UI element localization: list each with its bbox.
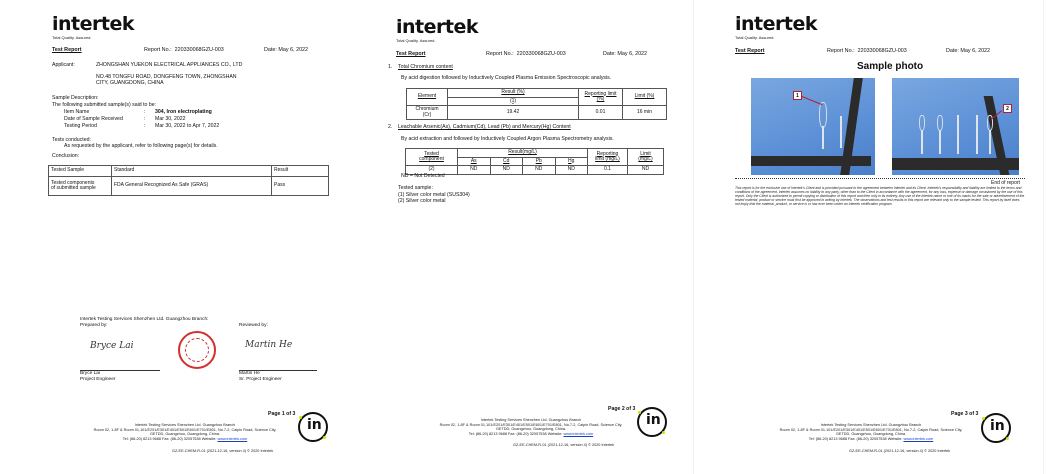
nd-note: ND = Not Detected [401,173,445,179]
col-header-hg: Hg [555,157,588,166]
photo-tag-2: 2 [1003,104,1012,113]
section-1-number: 1. [388,64,393,70]
cell-result: Pass [272,177,329,196]
preparer-title: Project Engineer [80,377,116,382]
tested-sample-2: (2) Silver color metal [398,198,446,204]
intertek-logo [52,14,134,40]
tests-conducted-text: As requested by the applicant, refer to following page(s) for details. [64,143,218,149]
sample-photo-2 [892,78,1019,175]
cell-limit: 16 min [623,106,667,120]
page-footer: Intertek Testing Services Shenzhen Ltd. Guangzhou Branch Room 02, 1-8F & Room 01,101/E201/E301/E401/E501/E601/E701/E801, No.7-2, Caipin Road, Science City, GETDD, Guangzhou, Guangdong, China. Tel: (86-20) 8213 9688 Fax: (86-20) 32057538 Website: www.intertek.com [439,418,623,436]
page-number: Page 2 of 3 [608,406,636,412]
col-header-cd: Cd [490,157,523,166]
report-page-2 [350,0,694,474]
company-seal [178,331,216,369]
col-header-tested-sample: Tested Sample [49,166,112,177]
table-row [49,177,329,196]
report-page-1: intertek Total Quality. Assured. Test Report Report No.: 220330068GZU-003 Date: May 6, 2022 Applicant: ZHONGSHAN YUEKON ELECTRICAL APPLIANCES CO., LTD NO.48 TONGFU ROAD, DONGFENG TOWN, ZHONGSHAN CITY, GUANGDONG, CHINA Sample Description: The following submitted sample(s) said to be: Item Name : 304, Iron electroplating Date of Sample Received : Mar 30, 2022 Testing Period : Mar 30, 2022 to Apr 7, 2022 Tests conducted: As requested by the applicant, refer to following page(s) for details. Conclusion: Tested Sample Standard Result Tested components of submitted sample FDA General Recognized As Safe (GRAS) Pass Intertek Testing Services Shenzhen Ltd. Guangzhou Branch: Prepared by: Reviewed by: Bryce Lai Martin He Bryce Lai Project Engineer Martin He Sr. Project Engineer Page 1 of 3 in Intertek Testing Services Shenzhen Ltd. Guangzhou Branch Room 02, 1-8F & Room 01,101/E201/E301/E401/E501/E601/E701/E801, No.7-2, Caipin Road, Science City, GETDD, Guangzhou, Guangdong, China. Tel: (86-20) 8213 9688 Fax: (86-20) 32057538 Website: www.intertek.com GZ-EE-CHEM-R-01 (2021-12-16, version 4) © 2020 Intertek [0,0,350,474]
col-header-as: As [458,157,491,166]
sample-photo-1 [751,78,875,175]
report-page-3 [694,0,1044,474]
section-2-method: By acid extraction and followed by Inductively Coupled Argon Plasma Spectrometry analysis. [401,136,614,142]
col-header-limit: Limit (mg/L) [628,149,664,166]
date-received-value: Mar 30, 2022 [155,116,186,122]
page-footer: Intertek Testing Services Shenzhen Ltd. Guangzhou Branch Room 02, 1-8F & Room 01,101/E201/E301/E401/E501/E601/E701/E801, No.7-2, Caipin Road, Science City, GETDD, Guangzhou, Guangdong, China. Tel: (86-20) 8213 9688 Fax: (86-20) 32057538 Website: www.intertek.com [93,423,277,441]
intertek-in-badge-icon: in [298,412,328,442]
form-code: GZ-EE-CHEM-R-01 (2021-12-16, version 4) © 2020 Intertek [849,449,951,453]
report-number: Report No.: 220330068GZU-003 [827,48,907,54]
tested-sample-label: Tested sample: [398,185,433,191]
preparer-name: Bryce Lai [80,371,100,376]
section-2-title: Leachable Arsenic(As), Cadmium(Cd), Lead (Pb) and Mercury(Hg) Content [398,124,571,130]
test-report-title: Test Report [735,48,765,54]
end-of-report: End of report [991,180,1020,186]
logo-wordmark: intertek [52,13,134,35]
preparer-signature: Bryce Lai [90,341,134,351]
col-header-reporting-limit: Reporting limit (%) [579,89,623,106]
cell-tested-sample: Tested components of submitted sample [49,177,112,196]
test-report-title: Test Report [52,47,82,53]
chromium-table [406,88,667,120]
applicant-name: ZHONGSHAN YUEKON ELECTRICAL APPLIANCES CO., LTD [96,62,243,68]
date-received-label: Date of Sample Received [64,116,123,122]
applicant-address-2: CITY, GUANGDONG, CHINA [96,80,164,86]
conclusion-table [48,165,329,196]
testing-period-label: Testing Period [64,123,97,129]
sample-photo-title: Sample photo [857,61,924,72]
sample-intro: The following submitted sample(s) said to be: [52,102,157,108]
sample-description-label: Sample Description: [52,95,99,101]
col-header-pb: Pb [523,157,556,166]
applicant-address-1: NO.48 TONGFU ROAD, DONGFENG TOWN, ZHONGSHAN [96,74,237,80]
end-divider [735,178,1025,179]
logo-tagline: Total Quality. Assured. [52,35,92,40]
report-date: Date: May 6, 2022 [603,51,648,57]
cell-reporting-limit: 0.1 [588,166,628,175]
form-code: GZ-EE-CHEM-R-01 (2021-12-16, version 4) © 2020 Intertek [513,443,615,447]
intertek-logo [735,14,817,40]
cell-standard: FDA General Recognized As Safe (GRAS) [112,177,272,196]
logo-tagline: Total Quality. Assured. [735,35,775,40]
heavy-metals-table [405,148,664,175]
logo-tagline: Total Quality. Assured. [396,38,436,43]
col-subheader-sample: (1) [448,97,579,106]
logo-wordmark: intertek [396,16,478,38]
prepared-by-label: Prepared by: [80,323,108,328]
report-number: Report No.: 220330068GZU-003 [486,51,566,57]
logo-wordmark: intertek [735,13,817,35]
cell-limit: ND [628,166,664,175]
col-header-limit: Limit (%) [623,89,667,106]
item-name-value: 304, Iron electroplating [155,109,212,115]
tests-conducted-label: Tests conducted: [52,137,91,143]
cell-cd: ND [490,166,523,175]
item-name-label: Item Name [64,109,90,115]
page-number: Page 3 of 3 [951,411,979,417]
reviewer-signature: Martin He [245,340,293,350]
intertek-logo [396,17,478,43]
applicant-label: Applicant: [52,62,75,68]
col-header-result: Result [272,166,329,177]
test-report-title: Test Report [396,51,426,57]
intertek-in-badge-icon: in [981,413,1011,443]
reviewer-name: Martin He [239,371,260,376]
col-header-reporting-limit: Reporting limit (mg/L) [588,149,628,166]
cell-hg: ND [555,166,588,175]
website-link[interactable]: www.intertek.com [217,436,248,441]
col-header-component: Tested component [406,149,458,166]
reviewer-title: Sr. Project Engineer [239,377,282,382]
col-header-result: Result(mg/L) [458,149,588,158]
testing-period-value: Mar 30, 2022 to Apr 7, 2022 [155,123,220,129]
intertek-in-badge-icon: in [637,407,667,437]
col-header-standard: Standard [112,166,272,177]
report-number: Report No.: 220330068GZU-003 [144,47,224,53]
tested-sample-1: (1) Silver color metal (SUS304) [398,192,470,198]
website-link[interactable]: www.intertek.com [903,436,934,441]
cell-as: ND [458,166,491,175]
cell-pb: ND [523,166,556,175]
section-2-number: 2. [388,124,393,130]
cell-result: 19.42 [448,106,579,120]
photo-tag-1: 1 [793,91,802,100]
cell-reporting-limit: 0.01 [579,106,623,120]
page-number: Page 1 of 3 [268,411,296,417]
section-1-method: By acid digestion followed by Inductively Coupled Plasma Emission Spectroscopic analysis. [401,75,612,81]
form-code: GZ-EE-CHEM-R-01 (2021-12-16, version 4) © 2020 Intertek [172,449,274,453]
cell-component: (2) [406,166,458,175]
report-date: Date: May 6, 2022 [946,48,991,54]
col-header-result: Result (%) [448,89,579,98]
reviewed-by-label: Reviewed by: [239,323,268,328]
col-header-element: Element [407,89,448,106]
disclaimer-text: This report is for the exclusive use of Intertek's Client and is provided pursuant to the agreement between Intertek and its Client. Intertek's responsibility and liability are limited to the terms and conditions of the agreement. Intertek assumes no liability to any party, other than to the Client in accordance with the agreement, for any loss, expense or damage occasioned by the use of this report. Only the Client is authorized to permit copying or distribution of this report and then only in its entirety. Any use of the Intertek name or one of its marks for the sale or advertisement of the tested material, product or service must first be approved in writing by Intertek. The observations and test results in this report are relevant only to the sample tested. This report by itself does not imply that the material, product, or service is or has ever been under an Intertek certification program. [735,186,1025,207]
table-row [407,106,667,120]
branch-name: Intertek Testing Services Shenzhen Ltd. Guangzhou Branch: [80,317,209,322]
page-footer: Intertek Testing Services Shenzhen Ltd. Guangzhou Branch Room 02, 1-8F & Room 01,101/E201/E301/E401/E501/E601/E701/E801, No.7-2, Caipin Road, Science City, GETDD, Guangzhou, Guangdong, China. Tel: (86-20) 8213 9688 Fax: (86-20) 32057538 Website: www.intertek.com [779,423,963,441]
website-link[interactable]: www.intertek.com [563,431,594,436]
cell-element: Chromium (Cr) [407,106,448,120]
report-date: Date: May 6, 2022 [264,47,309,53]
section-1-title: Total Chromium content [398,64,453,70]
conclusion-label: Conclusion: [52,153,80,159]
